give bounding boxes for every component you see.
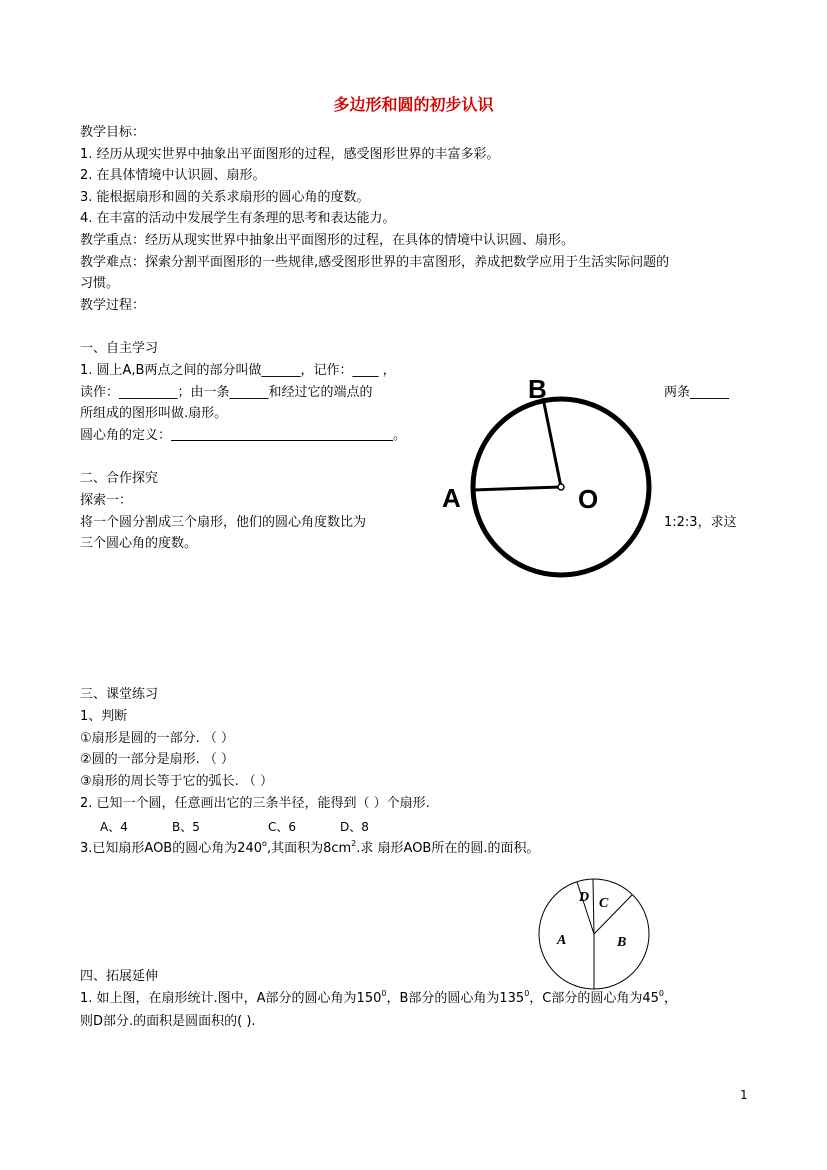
option-d: D、8 xyxy=(340,820,369,834)
section1-q1-line1: 1. 圆上A,B两点之间的部分叫做______，记作：____ ， xyxy=(80,363,396,378)
degree-mark-b: 0 xyxy=(524,989,530,998)
section4-heading: 四、拓展延伸 xyxy=(80,969,159,984)
label-o: O xyxy=(578,484,599,514)
question-3-part-b: ,其面积为8cm xyxy=(266,841,352,856)
objective-1: 1. 经历从现实世界中抽象出平面图形的过程，感受图形世界的丰富多彩。 xyxy=(80,147,500,162)
extension-part-a: 1. 如上图，在扇形统计.图中，A部分的圆心角为150 xyxy=(80,991,382,1006)
extension-part-d: ， xyxy=(664,991,678,1006)
question-3-part-c: .求 扇形AOB所在的圆.的面积。 xyxy=(356,841,540,856)
page-number: 1 xyxy=(740,1088,748,1102)
question-3-part-a: 3.已知扇形AOB的圆心角为240 xyxy=(80,841,263,856)
pie-label-d: D xyxy=(579,890,590,905)
section1-q1-line2-right: 两条______ xyxy=(664,385,730,400)
judge-1: ①扇形是圆的一部分. （ ） xyxy=(80,731,235,746)
option-c: C、6 xyxy=(268,820,297,834)
circle-diagram xyxy=(436,366,668,588)
section1-q1-line2: 读作：_________；由一条______和经过它的端点的 xyxy=(80,385,373,400)
section2-line1-right: 1:2:3，求这 xyxy=(664,515,737,530)
pie-label-a: A xyxy=(557,933,567,948)
label-a: A xyxy=(442,483,461,513)
question-3 xyxy=(80,840,539,858)
pie-label-c: C xyxy=(599,896,609,911)
definition-blank xyxy=(171,427,393,441)
section2-sub: 探索一： xyxy=(80,493,133,508)
extension-line-2: 则D部分.的面积是圆面积的( ). xyxy=(80,1014,256,1029)
definition-label: 圆心角的定义： xyxy=(80,428,172,443)
pie-diagram xyxy=(535,876,655,990)
objective-4: 4. 在丰富的活动中发展学生有条理的思考和表达能力。 xyxy=(80,211,396,226)
judge-3: ③扇形的周长等于它的弧长. （ ） xyxy=(80,774,274,789)
difficulty-line-2: 习惯。 xyxy=(80,276,120,291)
extension-part-c: ，C部分的圆心角为45 xyxy=(529,991,659,1006)
section1-q1-line4 xyxy=(80,427,406,445)
section1-q1-line3: 所组成的图形叫做.扇形。 xyxy=(80,406,228,421)
pie-label-b: B xyxy=(617,935,627,950)
question-2-options xyxy=(100,818,369,836)
definition-end: 。 xyxy=(393,428,407,443)
section2-heading: 二、合作探究 xyxy=(80,471,159,486)
extension-line-1 xyxy=(80,990,677,1008)
degree-mark-a: 0 xyxy=(381,989,387,998)
option-b: B、5 xyxy=(172,820,200,834)
radius-ob xyxy=(543,398,561,487)
center-point xyxy=(558,484,564,490)
extension-part-b: ，B部分的圆心角为135 xyxy=(386,991,525,1006)
question-2: 2. 已知一个圆，任意画出它的三条半径，能得到（ ）个扇形. xyxy=(80,796,430,811)
objective-2: 2. 在具体情境中认识圆、扇形。 xyxy=(80,168,266,183)
degree-mark-c: 0 xyxy=(658,989,665,998)
difficulty-line-1: 教学难点：探索分割平面图形的一些规律,感受图形世界的丰富图形，养成把数学应用于生活实际问题的 xyxy=(80,255,670,270)
section3-sub: 1、判断 xyxy=(80,709,128,724)
objective-3: 3. 能根据扇形和圆的关系求扇形的圆心角的度数。 xyxy=(80,190,370,205)
section3-heading: 三、课堂练习 xyxy=(80,687,159,702)
degree-mark: o xyxy=(262,839,267,848)
section1-heading: 一、自主学习 xyxy=(80,341,159,356)
judge-2: ②圆的一部分是扇形. （ ） xyxy=(80,752,235,767)
pie-line-d2 xyxy=(593,879,594,934)
key-point: 教学重点：经历从现实世界中抽象出平面图形的过程，在具体的情境中认识圆、扇形。 xyxy=(80,233,575,248)
label-b: B xyxy=(528,374,547,404)
section2-line1: 将一个圆分割成三个扇形，他们的圆心角度数比为 xyxy=(80,515,367,530)
objectives-heading: 教学目标： xyxy=(80,125,146,140)
process-heading: 教学过程： xyxy=(80,298,146,313)
option-a: A、4 xyxy=(100,820,128,834)
section2-line2: 三个圆心角的度数。 xyxy=(80,536,198,551)
radius-oa xyxy=(473,487,561,490)
page-title: 多边形和圆的初步认识 xyxy=(333,95,494,114)
square-mark: 2 xyxy=(351,839,357,848)
